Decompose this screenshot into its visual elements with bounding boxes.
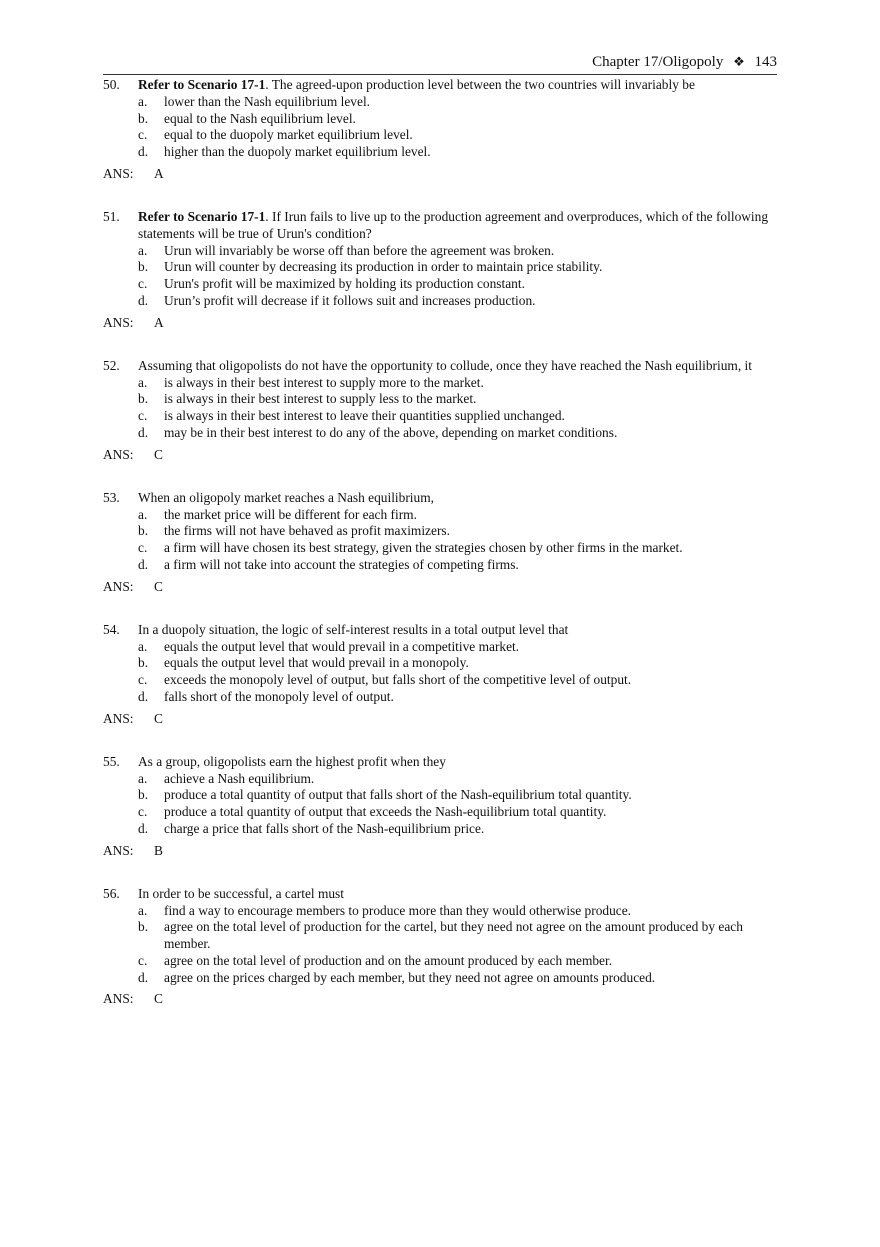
choice-list [103,639,777,706]
choice-text: equal to the duopoly market equilibrium level. [164,127,413,143]
choice-text: find a way to encourage members to produce more than they would otherwise produce. [164,902,632,918]
question-item [103,490,777,596]
choice-item [103,771,777,788]
scenario-reference: Refer to Scenario 17-1 [138,208,266,224]
question-item [103,77,777,183]
question-number: 56. [103,885,120,901]
choice-item [103,655,777,672]
choice-text: achieve a Nash equilibrium. [164,770,315,786]
question-body: Assuming that oligopolists do not have the opportunity to collude, once they have reached the Nash equilibrium, it [138,357,752,373]
question-stem [103,886,777,903]
choice-letter: a. [138,770,148,786]
question-text [138,209,777,243]
question-spacer [103,860,777,886]
choice-text: agree on the prices charged by each member, but they need not agree on amounts produced. [164,969,656,985]
question-body: . If Irun fails to live up to the production agreement and overproduces, which of the following statements will be true of Urun's condition? [138,208,769,241]
chapter-title: Chapter 17/Oligopoly [592,54,724,70]
page-header [103,52,777,75]
choice-item [103,540,777,557]
choice-item [103,953,777,970]
choice-list [103,903,777,987]
question-number: 54. [103,621,120,637]
choice-text: a firm will not take into account the strategies of competing firms. [164,556,519,572]
answer-line [103,711,777,728]
question-body: In order to be successful, a cartel must [138,885,344,901]
choice-item [103,111,777,128]
choice-text: produce a total quantity of output that exceeds the Nash-equilibrium total quantity. [164,804,607,820]
choice-item [103,425,777,442]
choice-text: equal to the Nash equilibrium level. [164,110,356,126]
choice-letter: b. [138,919,149,935]
choice-item [103,804,777,821]
question-spacer [103,728,777,754]
choice-item [103,259,777,276]
question-stem [103,754,777,771]
choice-item [103,919,777,953]
question-number: 53. [103,489,120,505]
choice-letter: a. [138,374,148,390]
question-item [103,622,777,728]
choice-letter: a. [138,242,148,258]
answer-value: C [154,710,163,726]
choice-item [103,689,777,706]
choice-letter: d. [138,424,149,440]
choice-text: agree on the total level of production and on the amount produced by each member. [164,952,613,968]
choice-text: Urun’s profit will decrease if it follows suit and increases production. [164,292,536,308]
question-number: 50. [103,77,120,92]
question-stem [103,622,777,639]
page-number: 143 [754,54,777,70]
choice-item [103,507,777,524]
question-spacer [103,464,777,490]
choice-item [103,276,777,293]
choice-item [103,557,777,574]
choice-text: produce a total quantity of output that falls short of the Nash-equilibrium total quantity. [164,787,632,803]
choice-item [103,144,777,161]
choice-letter: d. [138,144,149,160]
answer-line [103,991,777,1008]
answer-line [103,579,777,596]
choice-text: equals the output level that would prevail in a monopoly. [164,655,469,671]
question-item [103,209,777,332]
choice-item [103,672,777,689]
choice-letter: c. [138,540,148,556]
choice-text: agree on the total level of production for the cartel, but they need not agree on the amount produced by each member. [164,919,743,952]
choice-letter: b. [138,655,149,671]
choice-text: a firm will have chosen its best strategy, given the strategies chosen by other firms in the market. [164,540,683,556]
question-spacer [103,596,777,622]
question-body: . The agreed-upon production level between the two countries will invariably be [265,77,695,92]
choice-item [103,375,777,392]
question-stem [103,490,777,507]
answer-value: C [154,578,163,594]
choice-list [103,375,777,442]
choice-text: is always in their best interest to supply less to the market. [164,391,477,407]
choice-item [103,94,777,111]
choice-letter: d. [138,292,149,308]
question-number: 51. [103,208,120,224]
choice-item [103,408,777,425]
choice-text: Urun will counter by decreasing its production in order to maintain price stability. [164,259,603,275]
choice-letter: b. [138,259,149,275]
choice-letter: a. [138,506,148,522]
question-text [138,490,777,507]
scenario-reference: Refer to Scenario 17-1 [138,77,266,92]
choice-text: may be in their best interest to do any of the above, depending on market conditions. [164,424,618,440]
question-list [103,77,777,1008]
choice-item [103,787,777,804]
choice-letter: a. [138,902,148,918]
choice-text: equals the output level that would prevail in a competitive market. [164,638,520,654]
choice-text: Urun will invariably be worse off than before the agreement was broken. [164,242,555,258]
question-stem [103,209,777,243]
question-stem [103,358,777,375]
question-text [138,358,777,375]
question-text [138,77,777,94]
choice-letter: c. [138,672,148,688]
question-body: As a group, oligopolists earn the highest profit when they [138,753,446,769]
choice-letter: a. [138,93,148,109]
choice-letter: c. [138,408,148,424]
choice-text: is always in their best interest to leave their quantities supplied unchanged. [164,408,565,424]
answer-label: ANS: [103,446,134,462]
choice-list [103,507,777,574]
choice-list [103,243,777,310]
question-item [103,358,777,464]
answer-value: A [154,314,164,330]
choice-item [103,127,777,144]
question-body: In a duopoly situation, the logic of self-interest results in a total output level that [138,621,569,637]
choice-text: Urun's profit will be maximized by holding its production constant. [164,276,525,292]
answer-line [103,843,777,860]
question-text [138,622,777,639]
choice-text: the firms will not have behaved as profit maximizers. [164,523,450,539]
choice-letter: b. [138,110,149,126]
question-item [103,754,777,860]
choice-text: is always in their best interest to supply more to the market. [164,374,484,390]
choice-text: the market price will be different for each firm. [164,506,417,522]
answer-label: ANS: [103,578,134,594]
choice-list [103,771,777,838]
choice-letter: a. [138,638,148,654]
choice-item [103,970,777,987]
answer-value: C [154,446,163,462]
choice-letter: b. [138,391,149,407]
choice-text: falls short of the monopoly level of output. [164,688,394,704]
choice-letter: d. [138,688,149,704]
choice-item [103,243,777,260]
answer-line [103,166,777,183]
answer-label: ANS: [103,991,134,1007]
answer-label: ANS: [103,314,134,330]
choice-letter: c. [138,127,148,143]
question-text [138,754,777,771]
question-item [103,886,777,1009]
choice-letter: b. [138,523,149,539]
choice-text: exceeds the monopoly level of output, but falls short of the competitive level of output. [164,672,632,688]
answer-label: ANS: [103,710,134,726]
answer-label: ANS: [103,165,134,181]
question-number: 52. [103,357,120,373]
question-stem [103,77,777,94]
choice-letter: c. [138,804,148,820]
answer-value: A [154,165,164,181]
question-number: 55. [103,753,120,769]
choice-letter: c. [138,952,148,968]
choice-letter: c. [138,276,148,292]
choice-text: lower than the Nash equilibrium level. [164,93,371,109]
separator-icon: ❖ [733,54,745,69]
choice-list [103,94,777,161]
choice-item [103,639,777,656]
choice-item [103,293,777,310]
choice-letter: b. [138,787,149,803]
choice-letter: d. [138,969,149,985]
question-text [138,886,777,903]
choice-item [103,523,777,540]
answer-line [103,315,777,332]
choice-item [103,391,777,408]
answer-value: B [154,842,163,858]
choice-text: higher than the duopoly market equilibrium level. [164,144,431,160]
choice-item [103,903,777,920]
question-spacer [103,332,777,358]
choice-letter: d. [138,556,149,572]
choice-text: charge a price that falls short of the Nash-equilibrium price. [164,820,485,836]
answer-label: ANS: [103,842,134,858]
answer-line [103,447,777,464]
question-body: When an oligopoly market reaches a Nash equilibrium, [138,489,434,505]
question-spacer [103,183,777,209]
choice-item [103,821,777,838]
choice-letter: d. [138,820,149,836]
answer-value: C [154,991,163,1007]
